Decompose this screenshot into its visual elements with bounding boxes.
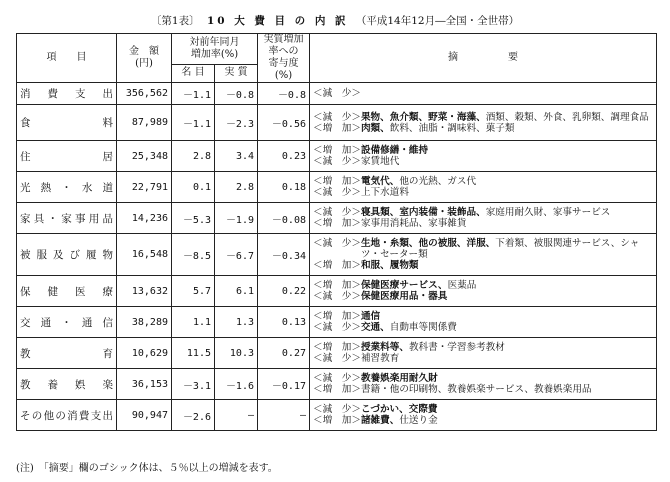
summary-key: ＜減 少＞	[313, 238, 361, 249]
row-contribution: 0.23	[258, 141, 310, 172]
summary-key: ＜増 加＞	[313, 280, 361, 291]
summary-value-normal: 仕送り金	[399, 415, 438, 426]
summary-line	[313, 342, 653, 353]
summary-key: ＜減 少＞	[313, 88, 361, 99]
row-nominal: －8.5	[172, 234, 215, 276]
table-row	[17, 203, 657, 234]
summary-key: ＜減 少＞	[313, 291, 361, 302]
summary-line	[313, 145, 653, 156]
row-amount: 14,236	[117, 203, 172, 234]
summary-key: ＜減 少＞	[313, 207, 361, 218]
row-summary	[310, 369, 657, 400]
row-nominal: 11.5	[172, 338, 215, 369]
summary-value	[361, 88, 653, 99]
summary-key: ＜増 加＞	[313, 260, 361, 271]
table-row	[17, 172, 657, 203]
header-summary: 摘 要	[310, 34, 657, 83]
summary-line	[313, 218, 653, 229]
row-real: －1.9	[215, 203, 258, 234]
table-row	[17, 338, 657, 369]
row-item: 教育	[17, 338, 117, 369]
summary-value-normal: 家庭用耐久財、家事サービス	[485, 207, 611, 218]
summary-key: ＜減 少＞	[313, 404, 361, 415]
row-amount: 10,629	[117, 338, 172, 369]
summary-key: ＜増 加＞	[313, 311, 361, 322]
summary-key: ＜減 少＞	[313, 156, 361, 167]
row-summary	[310, 338, 657, 369]
summary-value-bold: 生地・糸類、他の被服、洋服、	[360, 238, 496, 249]
summary-value	[361, 218, 653, 229]
summary-key: ＜増 加＞	[313, 218, 361, 229]
summary-key: ＜減 少＞	[313, 353, 361, 364]
summary-line	[313, 311, 653, 322]
summary-line	[313, 207, 653, 218]
table-row	[17, 83, 657, 105]
summary-value-bold: 保健医療サービス、	[360, 280, 448, 291]
summary-value-bold: 電気代、	[360, 176, 400, 187]
summary-value	[361, 238, 653, 260]
row-contribution: －0.8	[258, 83, 310, 105]
row-item: 教養娯楽	[17, 369, 117, 400]
summary-value	[361, 415, 653, 426]
summary-value	[361, 311, 653, 322]
summary-key: ＜増 加＞	[313, 145, 361, 156]
row-item: 家具・家事用品	[17, 203, 117, 234]
row-summary	[310, 400, 657, 431]
summary-value	[361, 404, 653, 415]
summary-line	[313, 373, 653, 384]
row-summary	[310, 276, 657, 307]
row-amount: 90,947	[117, 400, 172, 431]
row-item: その他の消費支出	[17, 400, 117, 431]
summary-value-bold: 寝具類、室内装備・装飾品、	[360, 207, 486, 218]
row-nominal: －3.1	[172, 369, 215, 400]
expenditure-table	[16, 33, 657, 431]
summary-value-bold: 肉類、	[360, 122, 390, 134]
row-real: 1.3	[215, 307, 258, 338]
row-real: 10.3	[215, 338, 258, 369]
row-real: 6.1	[215, 276, 258, 307]
summary-value-bold: 諸雑費、	[360, 415, 400, 426]
table-row	[17, 141, 657, 172]
summary-key: ＜増 加＞	[313, 415, 361, 426]
summary-value-normal: 酒類、穀類、外食、乳卵類、調理食品	[485, 111, 649, 123]
header-nominal: 名 目	[172, 64, 215, 82]
row-summary	[310, 234, 657, 276]
row-real: －0.8	[215, 83, 258, 105]
row-real: －6.7	[215, 234, 258, 276]
summary-key: ＜減 少＞	[313, 322, 361, 333]
summary-line	[313, 260, 653, 271]
summary-value-bold: 保健医療用品・器具	[360, 291, 448, 302]
header-item: 項 目	[17, 34, 117, 83]
summary-key: ＜増 加＞	[313, 384, 361, 395]
row-summary	[310, 172, 657, 203]
row-item: 交通・通信	[17, 307, 117, 338]
row-item: 保健医療	[17, 276, 117, 307]
summary-line	[313, 187, 653, 198]
summary-line	[313, 156, 653, 167]
summary-value-normal: 教科書・学習参考教材	[408, 342, 505, 353]
summary-key: ＜増 加＞	[313, 342, 361, 353]
row-real: 3.4	[215, 141, 258, 172]
table-main-title: 10 大 費 目 の 内 訳	[206, 15, 349, 27]
row-nominal: －1.1	[172, 83, 215, 105]
summary-value	[361, 112, 653, 123]
summary-value	[361, 156, 653, 167]
table-row	[17, 400, 657, 431]
summary-value	[361, 322, 653, 333]
summary-line	[313, 353, 653, 364]
row-item: 光熱・水道	[17, 172, 117, 203]
summary-key: ＜減 少＞	[313, 187, 361, 198]
row-contribution: 0.27	[258, 338, 310, 369]
summary-line	[313, 384, 653, 395]
summary-line	[313, 322, 653, 333]
row-summary	[310, 105, 657, 141]
summary-value	[361, 187, 653, 198]
summary-key: ＜減 少＞	[313, 373, 361, 384]
summary-value-normal: 飲料、油脂・調味料、菓子類	[389, 122, 515, 134]
summary-value-bold: 交通、	[360, 322, 390, 333]
table-subtitle: （平成14年12月―全国・全世帯）	[355, 15, 520, 27]
row-summary	[310, 307, 657, 338]
table-row	[17, 276, 657, 307]
summary-value-normal: 家賃地代	[360, 156, 400, 167]
header-contribution: 実質増加 率への 寄与度 (%)	[258, 34, 310, 83]
header-real: 実 質	[215, 64, 258, 82]
summary-line	[313, 291, 653, 302]
row-item: 住居	[17, 141, 117, 172]
row-summary	[310, 83, 657, 105]
summary-value-bold: 授業料等、	[360, 342, 409, 353]
summary-value-normal: 上下水道料	[360, 187, 409, 198]
row-contribution: －0.34	[258, 234, 310, 276]
row-nominal: 1.1	[172, 307, 215, 338]
table-row	[17, 369, 657, 400]
summary-value	[361, 207, 653, 218]
summary-value-bold: 和服、履物類	[360, 260, 419, 271]
summary-key: ＜減 少＞	[313, 111, 361, 123]
table-row	[17, 105, 657, 141]
summary-line	[313, 123, 653, 134]
row-contribution: －0.56	[258, 105, 310, 141]
row-contribution: 0.22	[258, 276, 310, 307]
summary-value-bold: 教養娯楽用耐久財	[360, 373, 438, 384]
row-summary	[310, 141, 657, 172]
summary-value	[361, 176, 653, 187]
summary-value	[361, 384, 653, 395]
row-summary	[310, 203, 657, 234]
row-nominal: 5.7	[172, 276, 215, 307]
row-real: 2.8	[215, 172, 258, 203]
summary-value	[361, 342, 653, 353]
row-amount: 22,791	[117, 172, 172, 203]
table-title	[0, 13, 670, 28]
row-nominal: 0.1	[172, 172, 215, 203]
table-number: 〔第1表〕	[150, 15, 200, 27]
row-real: －1.6	[215, 369, 258, 400]
summary-value	[361, 123, 653, 134]
summary-value	[361, 353, 653, 364]
summary-line	[313, 415, 653, 426]
row-amount: 16,548	[117, 234, 172, 276]
row-nominal: 2.8	[172, 141, 215, 172]
summary-value-normal: 家事用消耗品、家事雑貨	[360, 218, 467, 229]
summary-value-bold: 設備修繕・維持	[360, 145, 429, 156]
row-amount: 356,562	[117, 83, 172, 105]
summary-value-normal: 書籍・他の印刷物、教養娯楽サービス、教養娯楽用品	[360, 384, 592, 395]
row-nominal: －5.3	[172, 203, 215, 234]
row-item: 被服及び履物	[17, 234, 117, 276]
table-row	[17, 234, 657, 276]
summary-value-normal: 自動車等関係費	[389, 322, 457, 333]
header-amount: 金 額 (円)	[117, 34, 172, 83]
summary-key: ＜増 加＞	[313, 122, 361, 134]
row-amount: 87,989	[117, 105, 172, 141]
row-amount: 38,289	[117, 307, 172, 338]
header-yoy: 対前年同月 増加率(%)	[172, 34, 258, 65]
footnote: (注) 「摘要」欄のゴシック体は、５％以上の増減を表す。	[16, 463, 278, 474]
row-contribution: 0.13	[258, 307, 310, 338]
row-contribution: ―	[258, 400, 310, 431]
row-amount: 36,153	[117, 369, 172, 400]
row-amount: 25,348	[117, 141, 172, 172]
summary-line	[313, 176, 653, 187]
summary-key: ＜増 加＞	[313, 176, 361, 187]
table-row	[17, 307, 657, 338]
row-nominal: －1.1	[172, 105, 215, 141]
row-contribution: 0.18	[258, 172, 310, 203]
row-contribution: －0.17	[258, 369, 310, 400]
summary-value	[361, 280, 653, 291]
summary-value	[361, 291, 653, 302]
row-item: 食料	[17, 105, 117, 141]
row-real: ―	[215, 400, 258, 431]
summary-value-normal: 補習教育	[360, 353, 400, 364]
summary-value-bold: 果物、魚介類、野菜・海藻、	[360, 111, 486, 123]
summary-value-bold: こづかい、交際費	[360, 404, 438, 415]
row-item: 消費支出	[17, 83, 117, 105]
summary-line	[313, 88, 653, 99]
summary-value-normal: 下着類、被服関連サービス、シャツ・セーター類	[360, 238, 640, 260]
summary-line	[313, 280, 653, 291]
summary-value	[361, 373, 653, 384]
summary-value-normal: 他の光熱、ガス代	[399, 176, 477, 187]
summary-value-normal: 医薬品	[447, 280, 477, 291]
row-real: －2.3	[215, 105, 258, 141]
summary-line	[313, 404, 653, 415]
row-contribution: －0.08	[258, 203, 310, 234]
row-nominal: －2.6	[172, 400, 215, 431]
row-amount: 13,632	[117, 276, 172, 307]
summary-line	[313, 112, 653, 123]
summary-value	[361, 145, 653, 156]
summary-line	[313, 238, 653, 260]
summary-value	[361, 260, 653, 271]
summary-value-bold: 通信	[360, 311, 381, 322]
